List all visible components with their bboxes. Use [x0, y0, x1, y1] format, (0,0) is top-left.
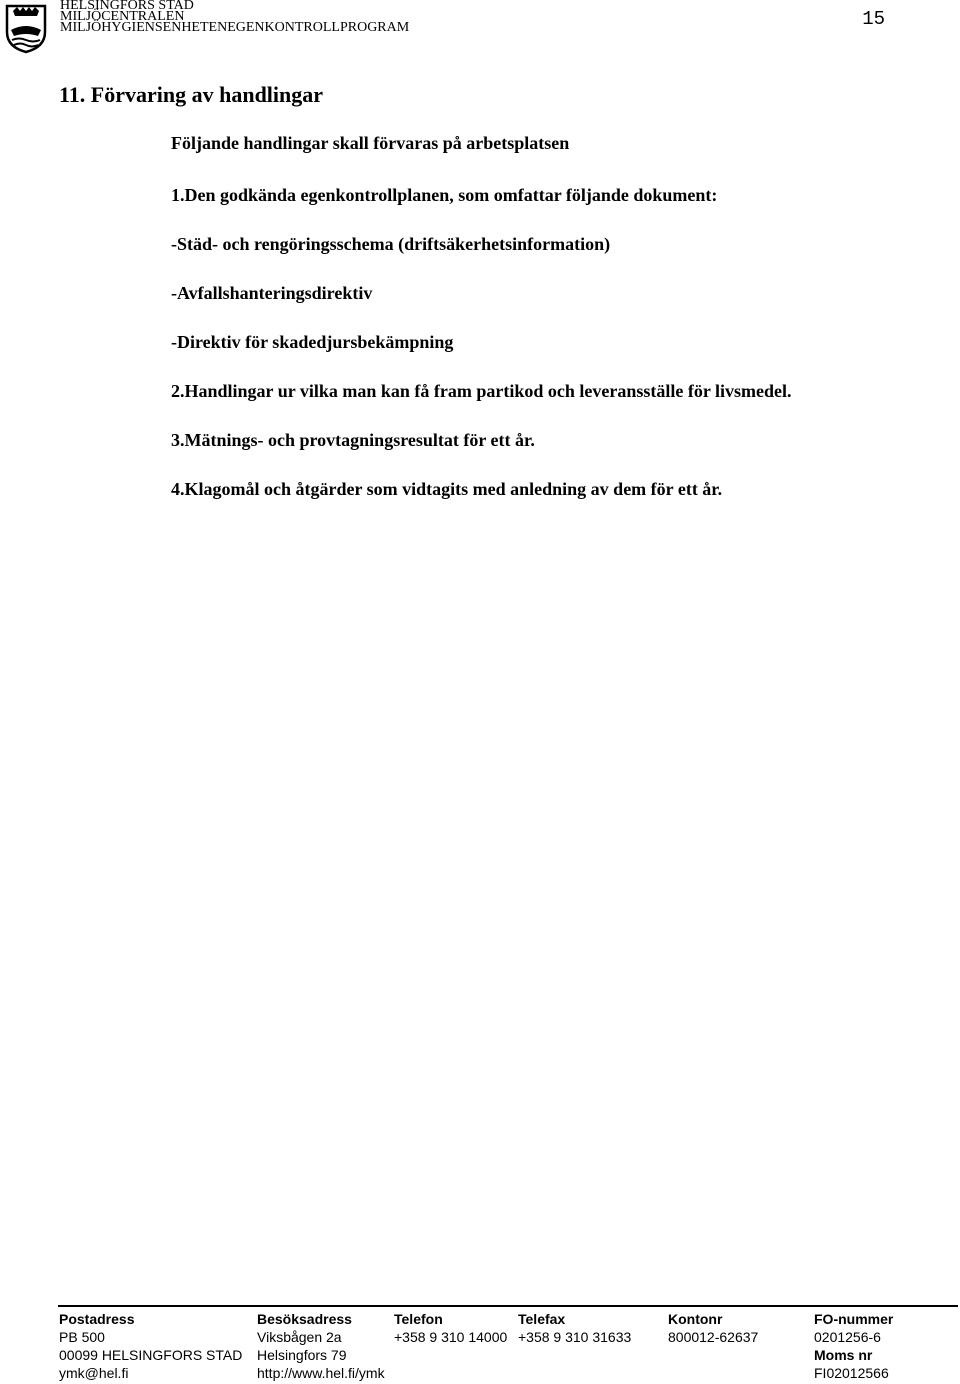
footer-row: [58, 1329, 958, 1347]
footer-street: Viksbågen 2a: [257, 1329, 342, 1345]
list-item: -Avfallshanteringsdirektiv: [171, 283, 373, 303]
footer-header-visit: Besöksadress: [257, 1311, 352, 1327]
organization-header: [60, 0, 409, 33]
footer-email[interactable]: ymk@hel.fi: [59, 1365, 129, 1381]
footer-header-postal: Postadress: [59, 1311, 135, 1327]
footer-account: 800012-62637: [668, 1329, 759, 1345]
page-number: 15: [862, 8, 885, 30]
footer-header-phone: Telefon: [394, 1311, 443, 1327]
list-item: 3.Mätnings- och provtagningsresultat för ett år.: [171, 430, 535, 450]
document-list: [171, 182, 792, 525]
footer-row: [58, 1365, 958, 1383]
section-title: 11. Förvaring av handlingar: [59, 82, 324, 107]
footer-header-account: Kontonr: [668, 1311, 723, 1327]
list-item: -Direktiv för skadedjursbekämpning: [171, 332, 454, 352]
footer-visit-city: Helsingfors 79: [257, 1347, 347, 1363]
footer-header-fo-number: FO-nummer: [814, 1311, 894, 1327]
org-line-city: HELSINGFORS STAD: [60, 0, 194, 13]
footer-po-box: PB 500: [59, 1329, 105, 1345]
footer-vat-label: Moms nr: [814, 1347, 873, 1363]
footer-divider: [58, 1305, 958, 1307]
org-line-department: MILJÖCENTRALEN: [60, 9, 185, 24]
footer-row: [58, 1347, 958, 1365]
list-item: 1.Den godkända egenkontrollplanen, som omfattar följande dokument:: [171, 185, 718, 205]
section-intro: Följande handlingar skall förvaras på arbetsplatsen: [171, 133, 570, 153]
footer-header-row: [58, 1311, 958, 1329]
footer-contact-info: [58, 1311, 958, 1383]
org-line-program: MILJÖHYGIENSENHETENEGENKONTROLLPROGRAM: [60, 20, 410, 35]
footer-postal-city: 00099 HELSINGFORS STAD: [59, 1347, 243, 1363]
footer-phone: +358 9 310 14000: [394, 1329, 508, 1345]
footer-fo-number: 0201256-6: [814, 1329, 881, 1345]
footer-header-fax: Telefax: [518, 1311, 566, 1327]
list-item: 4.Klagomål och åtgärder som vidtagits med anledning av dem för ett år.: [171, 479, 723, 499]
list-item: -Städ- och rengöringsschema (driftsäkerhetsinformation): [171, 234, 611, 254]
list-item: 2.Handlingar ur vilka man kan få fram partikod och leveransställe för livsmedel.: [171, 381, 792, 401]
footer-fax: +358 9 310 31633: [518, 1329, 632, 1345]
footer-vat-number: FI02012566: [814, 1365, 889, 1381]
helsinki-crest-logo: [4, 2, 48, 54]
footer-website[interactable]: http://www.hel.fi/ymk: [257, 1365, 385, 1381]
